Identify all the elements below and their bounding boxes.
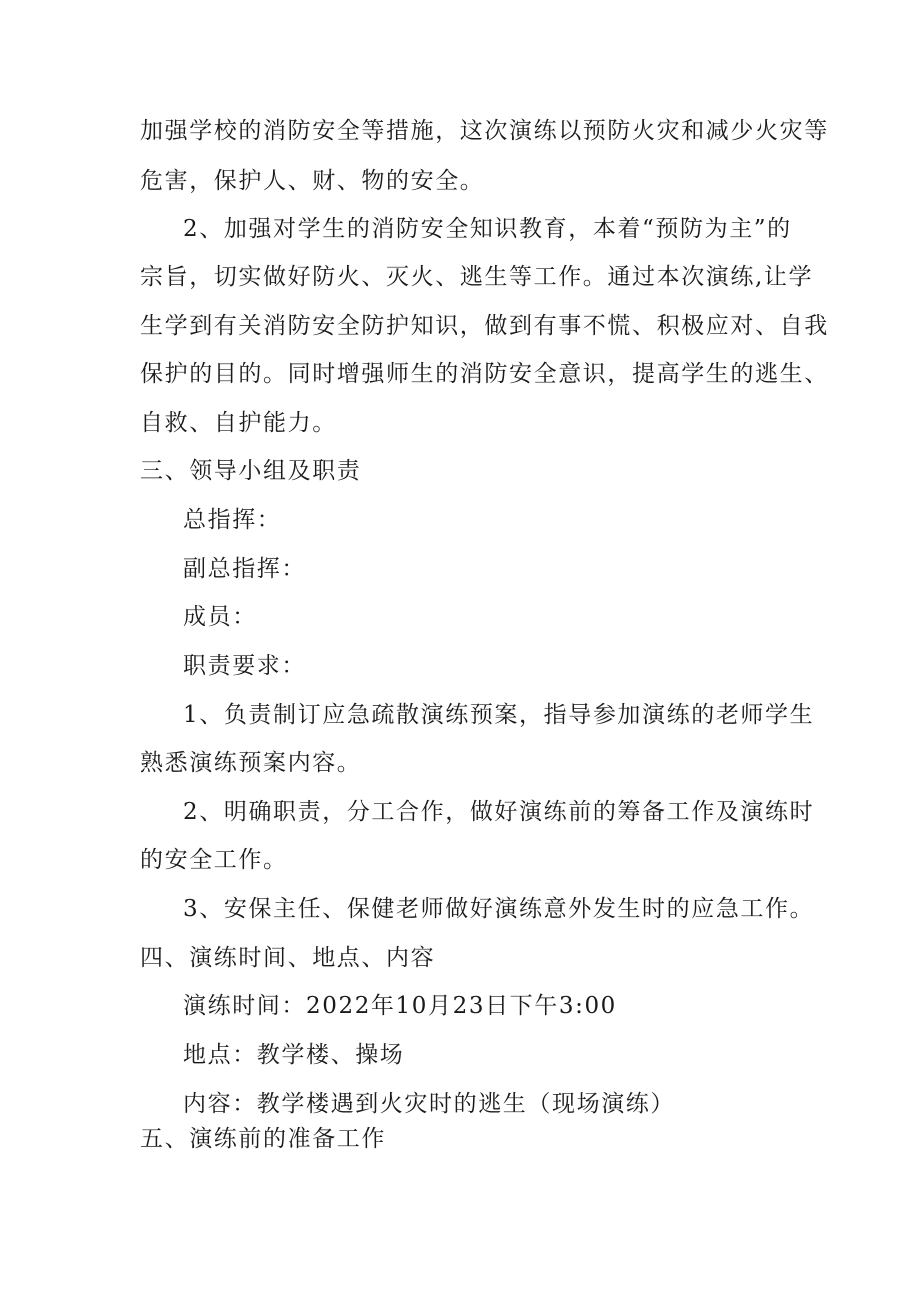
duty-item-2-line-2: 的安全工作。 [140,847,288,873]
paragraph-2-line-5: 自救、自护能力。 [140,410,337,436]
duty-item-1-line-1: 1、负责制订应急疏散演练预案，指导参加演练的老师学生 [183,702,815,728]
deputy-commander-label: 副总指挥： [183,556,306,582]
section-5-heading: 五、演练前的准备工作 [140,1126,386,1152]
section-3-heading: 三、领导小组及职责 [140,458,362,484]
drill-location: 地点：教学楼、操场 [183,1042,405,1068]
duty-item-1-line-2: 熟悉演练预案内容。 [140,750,362,776]
paragraph-1-line-2: 危害，保护人、财、物的安全。 [140,168,485,194]
duty-requirements-label: 职责要求： [183,653,306,679]
drill-content: 内容：教学楼遇到火灾时的逃生（现场演练） [183,1091,675,1117]
paragraph-2-line-2: 宗旨，切实做好防火、灭火、逃生等工作。通过本次演练,让学 [140,264,814,290]
duty-item-2-line-1: 2、明确职责，分工合作，做好演练前的筹备工作及演练时 [183,799,815,825]
commander-label: 总指挥： [183,507,282,533]
paragraph-2-line-4: 保护的目的。同时增强师生的消防安全意识，提高学生的逃生、 [140,361,829,387]
drill-time: 演练时间：2022年10月23日下午3:00 [183,993,617,1019]
section-4-heading: 四、演练时间、地点、内容 [140,945,436,971]
members-label: 成员： [183,604,257,630]
duty-item-3: 3、安保主任、保健老师做好演练意外发生时的应急工作。 [183,896,815,922]
paragraph-2-line-1: 2、加强对学生的消防安全知识教育，本着“预防为主”的 [183,216,792,242]
paragraph-1-line-1: 加强学校的消防安全等措施，这次演练以预防火灾和减少火灾等 [140,118,829,144]
paragraph-2-line-3: 生学到有关消防安全防护知识，做到有事不慌、积极应对、自我 [140,313,829,339]
